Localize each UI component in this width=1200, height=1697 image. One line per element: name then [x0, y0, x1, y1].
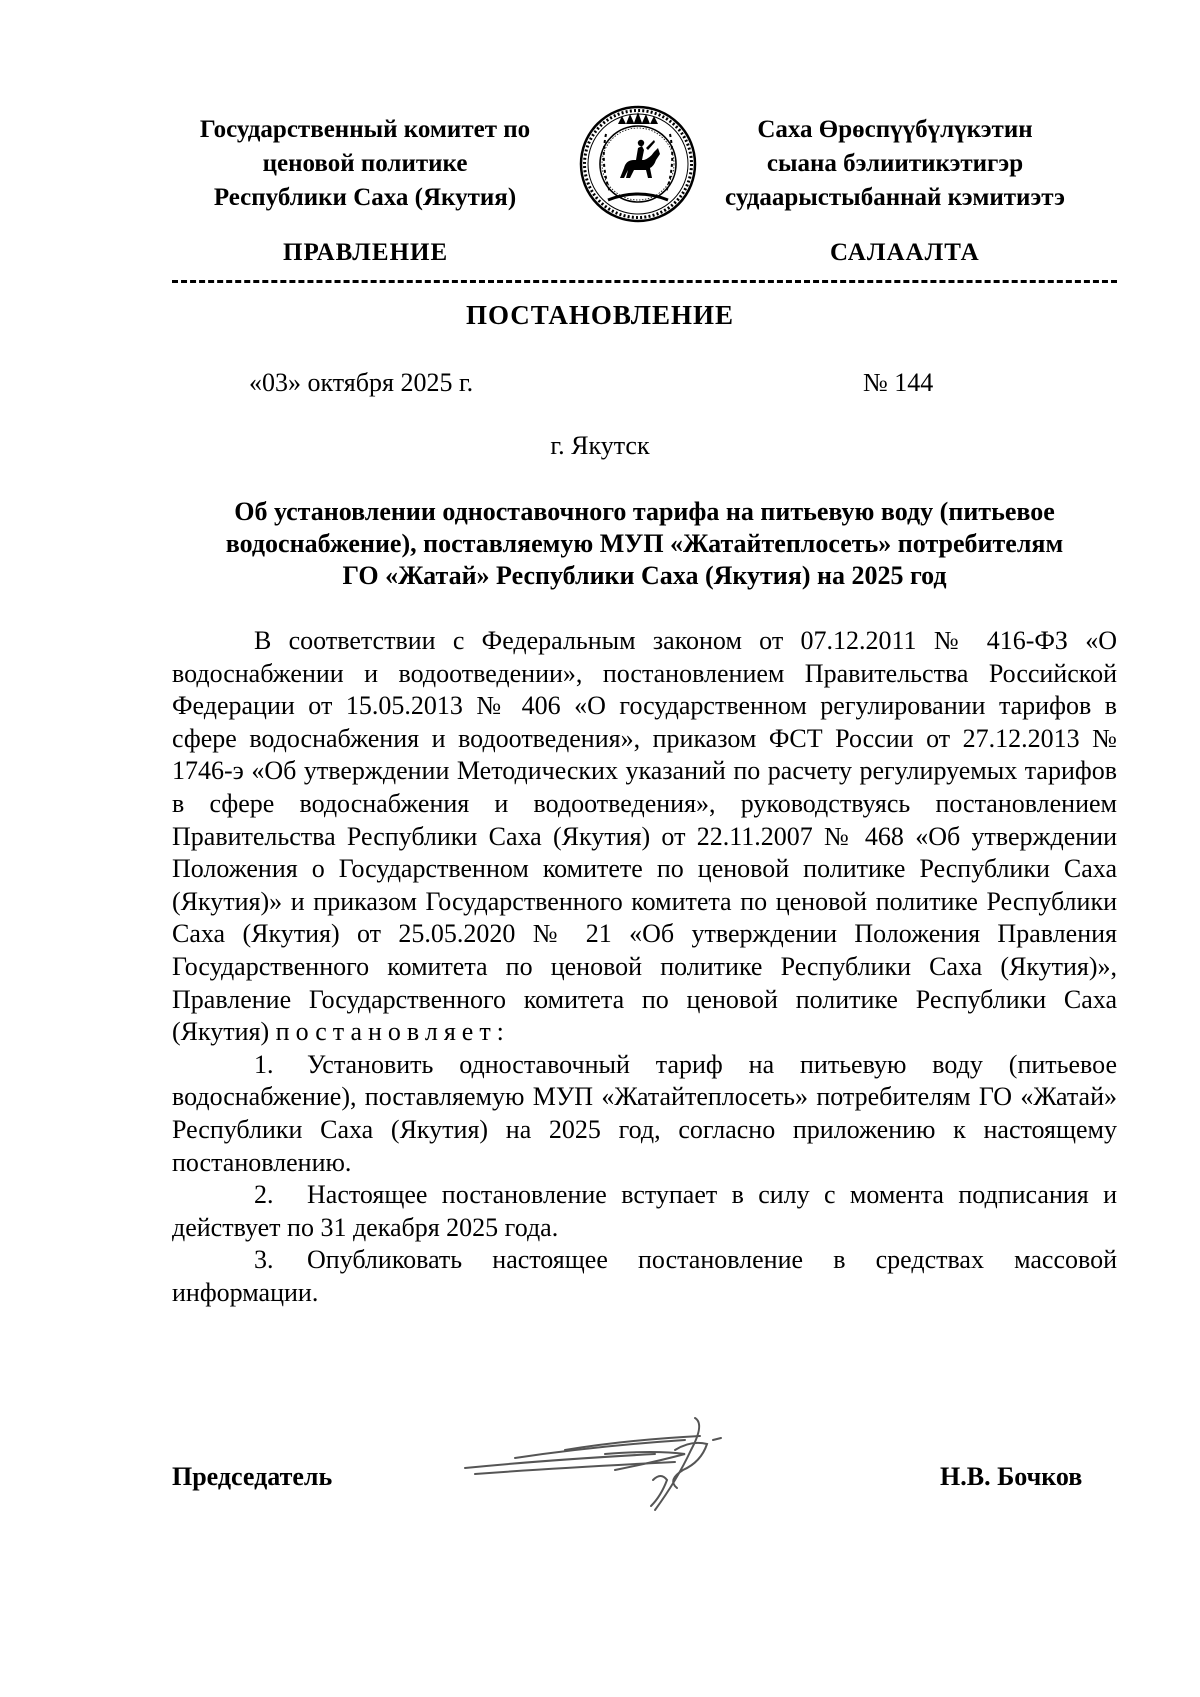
item-number: 1. [254, 1049, 274, 1079]
preamble-text: В соответствии с Федеральным законом от 07.12.2011 № 416-ФЗ «О водоснабжении и водоотведении», постановлением Правительства Российской Федерации от 15.05.2013 № 406 «О государственном регулировании тарифов в сфере водоснабжения и водоотведения», приказом ФСТ России от 27.12.2013 № 1746-э «Об утверждении Методических указаний по расчету регулируемых тарифов в сфере водоснабжения и водоотведения», руководствуясь постановлением Правительства Республики Саха (Якутия) от 22.11.2007 № 468 «Об утверждении Положения о Государственном комитете по ценовой политике Республики Саха (Якутия)» и приказом Государственного комитета по ценовой политике Республики Саха (Якутия) от 25.05.2020 № 21 «Об утверждении Положения Правления Государственного комитета по ценовой политике Республики Саха (Якутия)», Правление Государственного комитета по ценовой политике Республики Саха (Якутия) [172, 626, 1117, 1047]
handwritten-signature [455, 1410, 775, 1520]
coat-of-arms-emblem [578, 104, 698, 224]
header-left-line: ценовой политике [262, 150, 468, 177]
item-number: 3. [254, 1245, 274, 1275]
decree-word: постановляет: [275, 1017, 510, 1047]
item-number: 2. [254, 1180, 274, 1210]
document-date: «03» октября 2025 г. [249, 368, 474, 397]
header-left-line: Государственный комитет по [199, 116, 531, 143]
header-left-line: Республики Саха (Якутия) [213, 184, 517, 211]
document-type: ПОСТАНОВЛЕНИЕ [465, 300, 735, 330]
signatory-name: Н.В. Бочков [940, 1462, 1083, 1491]
document-body [172, 625, 1117, 1309]
document-city: г. Якутск [550, 431, 650, 460]
title-line: Об установлении одноставочного тарифа на питьевую воду (питьевое [234, 497, 1055, 526]
decree-item [172, 1244, 1117, 1309]
document-title [172, 496, 1117, 592]
signatory-role: Председатель [172, 1462, 333, 1491]
header-right [705, 113, 1085, 215]
header-right-line: судаарыстыбаннай кэмитиэтэ [725, 184, 1065, 211]
document-number: № 144 [863, 368, 934, 397]
header-right-line: Саха Өрөспүүбүлүкэтин [757, 116, 1033, 143]
item-text: Опубликовать настоящее постановление в средствах массовой информации. [172, 1245, 1117, 1307]
item-text: Установить одноставочный тариф на питьевую воду (питьевое водоснабжение), поставляемую МУП «Жатайтеплосеть» потребителям ГО «Жатай» Республики Саха (Якутия) на 2025 год, согласно приложению к настоящему постановлению. [172, 1049, 1117, 1177]
preamble-paragraph [172, 625, 1117, 1049]
decree-item [172, 1049, 1117, 1179]
decree-item [172, 1179, 1117, 1244]
header-right-line: сыана бэлиитикэтигэр [766, 150, 1024, 177]
org-name-ru: ПРАВЛЕНИЕ [283, 239, 449, 266]
title-line: водоснабжение), поставляемую МУП «Жатайтеплосеть» потребителям [225, 529, 1064, 558]
item-text: Настоящее постановление вступает в силу с момента подписания и действует по 31 декабря 2025 года. [172, 1180, 1117, 1242]
dashed-divider [172, 280, 1117, 283]
org-name-sakha: САЛААЛТА [830, 239, 980, 266]
title-line: ГО «Жатай» Республики Саха (Якутия) на 2025 год [342, 561, 947, 590]
header-left [165, 113, 565, 215]
